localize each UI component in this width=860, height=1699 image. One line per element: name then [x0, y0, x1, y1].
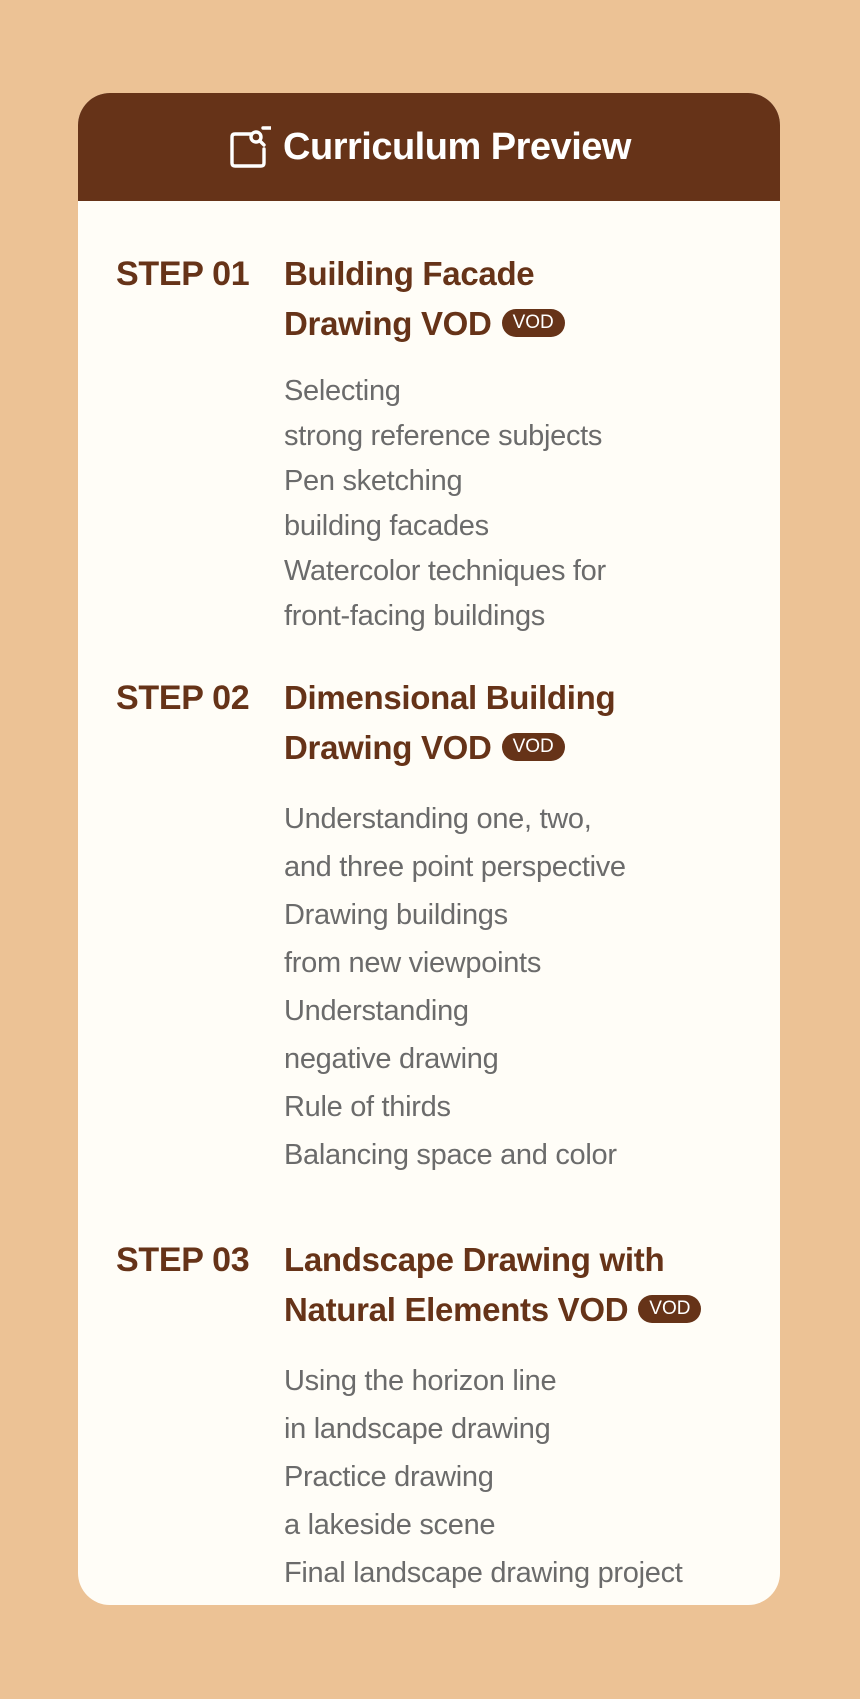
curriculum-card [78, 93, 780, 1605]
step-content [284, 673, 742, 1179]
step-description-list [284, 369, 742, 639]
list-item: in landscape drawing [284, 1413, 551, 1445]
list-item: Understanding one, two, [284, 803, 592, 835]
list-item: Drawing buildings [284, 899, 508, 931]
step-01 [116, 249, 742, 639]
step-title-text: Natural Elements VOD [284, 1291, 629, 1328]
step-title-text: Drawing VOD [284, 305, 492, 342]
list-item: strong reference subjects [284, 420, 603, 452]
list-item: negative drawing [284, 1043, 499, 1075]
step-description-list [284, 1357, 742, 1597]
step-content [284, 249, 742, 639]
step-label: STEP 01 [116, 255, 250, 293]
list-item: Selecting [284, 375, 401, 407]
step-title-line: Landscape Drawing with [284, 1241, 665, 1278]
steps-list [78, 249, 780, 1597]
step-title [284, 673, 742, 773]
list-item: Balancing space and color [284, 1139, 617, 1171]
step-title [284, 249, 742, 349]
step-03 [116, 1235, 742, 1597]
list-item: Pen sketching [284, 465, 463, 497]
step-title-line: Dimensional Building [284, 679, 616, 716]
list-item: Final landscape drawing project [284, 1557, 683, 1589]
list-item: a lakeside scene [284, 1509, 496, 1541]
calendar-note-icon [227, 125, 271, 169]
step-title-line [284, 299, 742, 349]
vod-badge: VOD [638, 1295, 701, 1323]
step-title-line: Building Facade [284, 255, 535, 292]
list-item: Using the horizon line [284, 1365, 557, 1397]
step-label: STEP 02 [116, 679, 250, 717]
list-item: from new viewpoints [284, 947, 542, 979]
step-content [284, 1235, 742, 1597]
step-title [284, 1235, 742, 1335]
card-header [78, 93, 780, 201]
list-item: building facades [284, 510, 489, 542]
list-item: Practice drawing [284, 1461, 494, 1493]
list-item: Watercolor techniques for [284, 555, 606, 587]
list-item: Rule of thirds [284, 1091, 451, 1123]
step-02 [116, 673, 742, 1179]
step-title-text: Drawing VOD [284, 729, 492, 766]
step-title-line [284, 723, 742, 773]
step-description-list [284, 795, 742, 1179]
step-label: STEP 03 [116, 1241, 250, 1279]
list-item: front-facing buildings [284, 600, 545, 632]
vod-badge: VOD [502, 733, 565, 761]
step-title-line [284, 1285, 742, 1335]
vod-badge: VOD [502, 309, 565, 337]
list-item: Understanding [284, 995, 469, 1027]
page-title: Curriculum Preview [283, 125, 631, 168]
list-item: and three point perspective [284, 851, 626, 883]
